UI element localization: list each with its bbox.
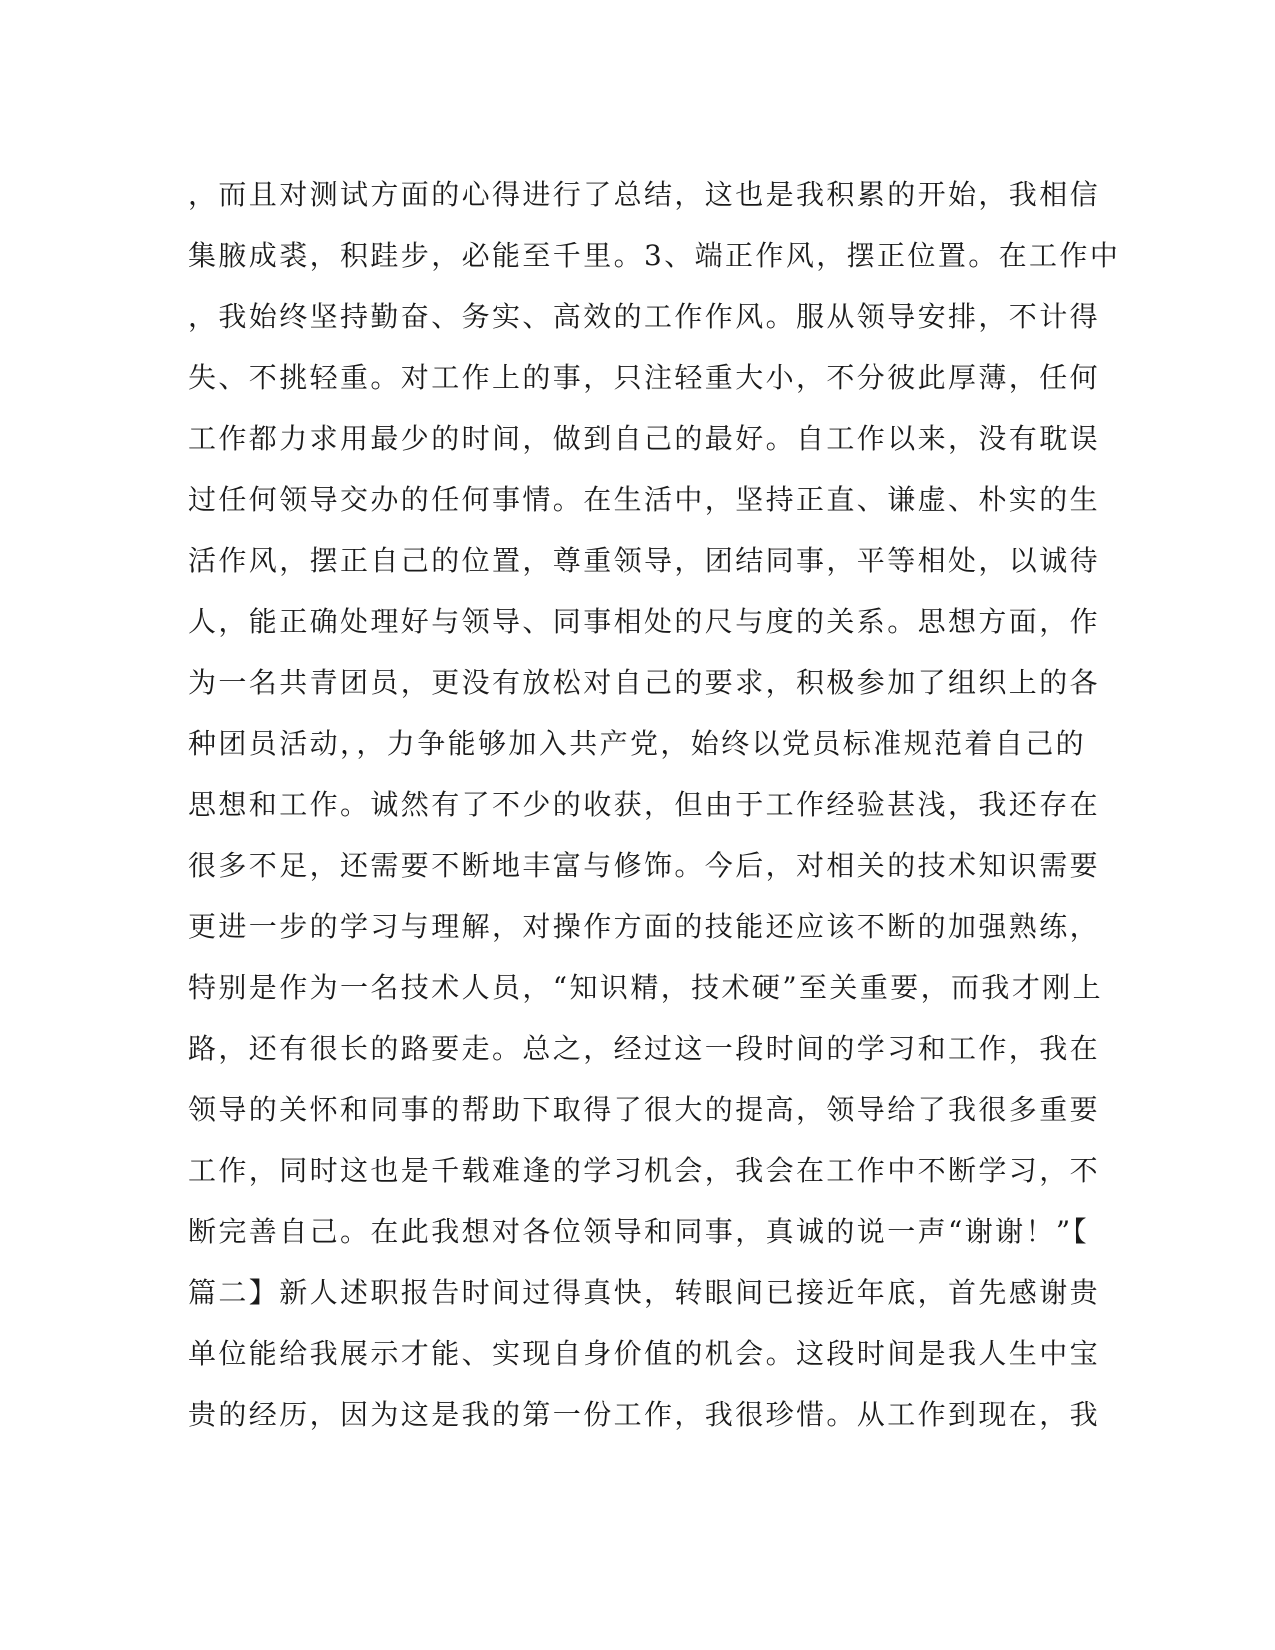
- text-line: 种团员活动，，力争能够加入共产党，始终以党员标准规范着自己的: [188, 727, 1087, 760]
- text-line: 篇二】新人述职报告时间过得真快，转眼间已接近年底，首先感谢贵: [188, 1276, 1101, 1309]
- text-line: 思想和工作。诚然有了不少的收获，但由于工作经验甚浅，我还存在: [188, 788, 1101, 821]
- text-line: 活作风，摆正自己的位置，尊重领导，团结同事，平等相处，以诚待: [188, 544, 1101, 577]
- text-line: 工作都力求用最少的时间，做到自己的最好。自工作以来，没有耽误: [188, 422, 1101, 455]
- text-line: 工作，同时这也是千载难逢的学习机会，我会在工作中不断学习，不: [188, 1154, 1101, 1187]
- text-line: 过任何领导交办的任何事情。在生活中，坚持正直、谦虚、朴实的生: [188, 483, 1101, 516]
- text-line: 为一名共青团员，更没有放松对自己的要求，积极参加了组织上的各: [188, 666, 1101, 699]
- body-text: [188, 164, 1121, 1445]
- text-line: 领导的关怀和同事的帮助下取得了很大的提高，领导给了我很多重要: [188, 1093, 1101, 1126]
- text-line: 单位能给我展示才能、实现自身价值的机会。这段时间是我人生中宝: [188, 1337, 1101, 1370]
- text-line: 失、不挑轻重。对工作上的事，只注轻重大小，不分彼此厚薄，任何: [188, 361, 1101, 394]
- text-line: 集腋成裘，积跬步，必能至千里。3、端正作风，摆正位置。在工作中: [188, 239, 1121, 272]
- text-line: 路，还有很长的路要走。总之，经过这一段时间的学习和工作，我在: [188, 1032, 1101, 1065]
- text-line: 人，能正确处理好与领导、同事相处的尺与度的关系。思想方面，作: [188, 605, 1101, 638]
- text-line: 断完善自己。在此我想对各位领导和同事，真诚的说一声“谢谢！”【: [188, 1215, 1090, 1248]
- text-line: 贵的经历，因为这是我的第一份工作，我很珍惜。从工作到现在，我: [188, 1398, 1101, 1431]
- text-line: 很多不足，还需要不断地丰富与修饰。今后，对相关的技术知识需要: [188, 849, 1101, 882]
- text-line: 更进一步的学习与理解，对操作方面的技能还应该不断的加强熟练，: [188, 910, 1101, 943]
- text-line: ，我始终坚持勤奋、务实、高效的工作作风。服从领导安排，不计得: [188, 300, 1101, 333]
- text-line: 特别是作为一名技术人员，“知识精，技术硬”至关重要，而我才刚上: [188, 971, 1104, 1004]
- text-line: ，而且对测试方面的心得进行了总结，这也是我积累的开始，我相信: [188, 178, 1101, 211]
